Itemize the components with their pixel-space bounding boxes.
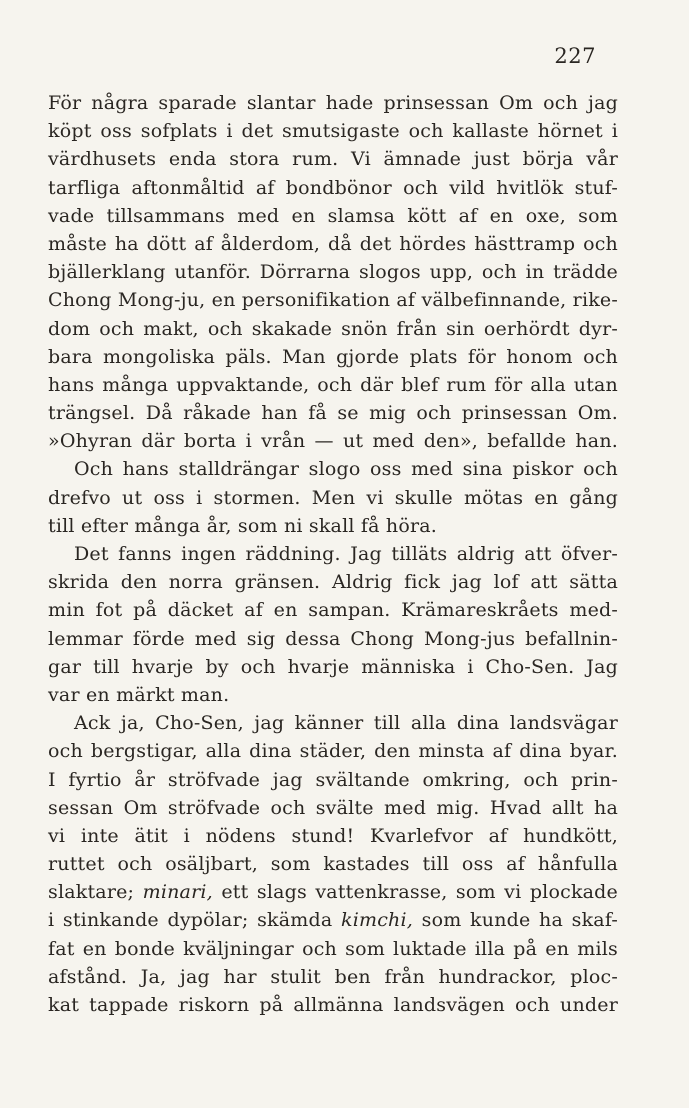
text-line: lemmar förde med sig dessa Chong Mong-jus befallnin- xyxy=(48,627,618,650)
text-line: »Ohyran där borta i vrån — ut med den», befallde han. xyxy=(48,430,618,453)
text-line: afstånd. Ja, jag har stulit ben från hundrackor, ploc- xyxy=(48,965,618,988)
text-line: vi inte ätit i nödens stund! Kvarlefvor af hundkött, xyxy=(48,824,618,847)
text-line: slaktare; minari, ett slags vattenkrasse, som vi plockade xyxy=(48,881,618,904)
body-text xyxy=(48,89,618,1019)
text-line: ruttet och osäljbart, som kastades till oss af hånfulla xyxy=(48,853,618,876)
text-line: köpt oss sofplats i det smutsigaste och kallaste hörnet i xyxy=(48,120,618,143)
text-line: tarfliga aftonmåltid af bondbönor och vild hvitlök stuf- xyxy=(48,176,618,199)
text-line: var en märkt man. xyxy=(48,683,230,706)
text-line: vade tillsammans med en slamsa kött af en oxe, som xyxy=(48,204,618,227)
page-number: 227 xyxy=(554,44,596,68)
text-line: Det fanns ingen räddning. Jag tilläts aldrig att öfver- xyxy=(74,543,618,565)
text-line: fat en bonde kväljningar och som luktade illa på en mils xyxy=(48,937,618,960)
text-line: drefvo ut oss i stormen. Men vi skulle mötas en gång xyxy=(48,486,618,509)
text-line: dom och makt, och skakade snön från sin oerhördt dyr- xyxy=(48,317,618,340)
text-line: sessan Om ströfvade och svälte med mig. Hvad allt ha xyxy=(48,796,618,819)
text-line: I fyrtio år ströfvade jag svältande omkring, och prin- xyxy=(48,768,618,791)
text-line: måste ha dött af ålderdom, då det hördes hästtramp och xyxy=(48,232,618,255)
text-line: trängsel. Då råkade han få se mig och prinsessan Om. xyxy=(48,402,618,425)
text-line: bjällerklang utanför. Dörrarna slogos upp, och in trädde xyxy=(48,261,618,284)
text-line: värdhusets enda stora rum. Vi ämnade just börja vår xyxy=(48,148,618,171)
text-line: Ack ja, Cho-Sen, jag känner till alla dina landsvägar xyxy=(74,712,618,735)
text-line: i stinkande dypölar; skämda kimchi, som kunde ha skaf- xyxy=(48,909,618,932)
text-line: bara mongoliska päls. Man gjorde plats för honom och xyxy=(48,345,618,368)
text-line: min fot på däcket af en sampan. Krämareskråets med- xyxy=(48,599,618,622)
text-line: Och hans stalldrängar slogo oss med sina piskor och xyxy=(74,458,618,481)
text-line: hans många uppvaktande, och där blef rum för alla utan xyxy=(48,373,618,396)
text-line: och bergstigar, alla dina städer, den minsta af dina byar. xyxy=(48,740,618,763)
text-line: kat tappade riskorn på allmänna landsvägen och under xyxy=(48,994,618,1016)
text-line: gar till hvarje by och hvarje människa i Cho-Sen. Jag xyxy=(48,655,618,678)
text-line: Chong Mong-ju, en personifikation af välbefinnande, rike- xyxy=(48,289,618,312)
text-line: skrida den norra gränsen. Aldrig fick jag lof att sätta xyxy=(48,571,618,594)
text-line: För några sparade slantar hade prinsessan Om och jag xyxy=(48,92,618,114)
text-line: till efter många år, som ni skall få höra. xyxy=(48,514,438,537)
